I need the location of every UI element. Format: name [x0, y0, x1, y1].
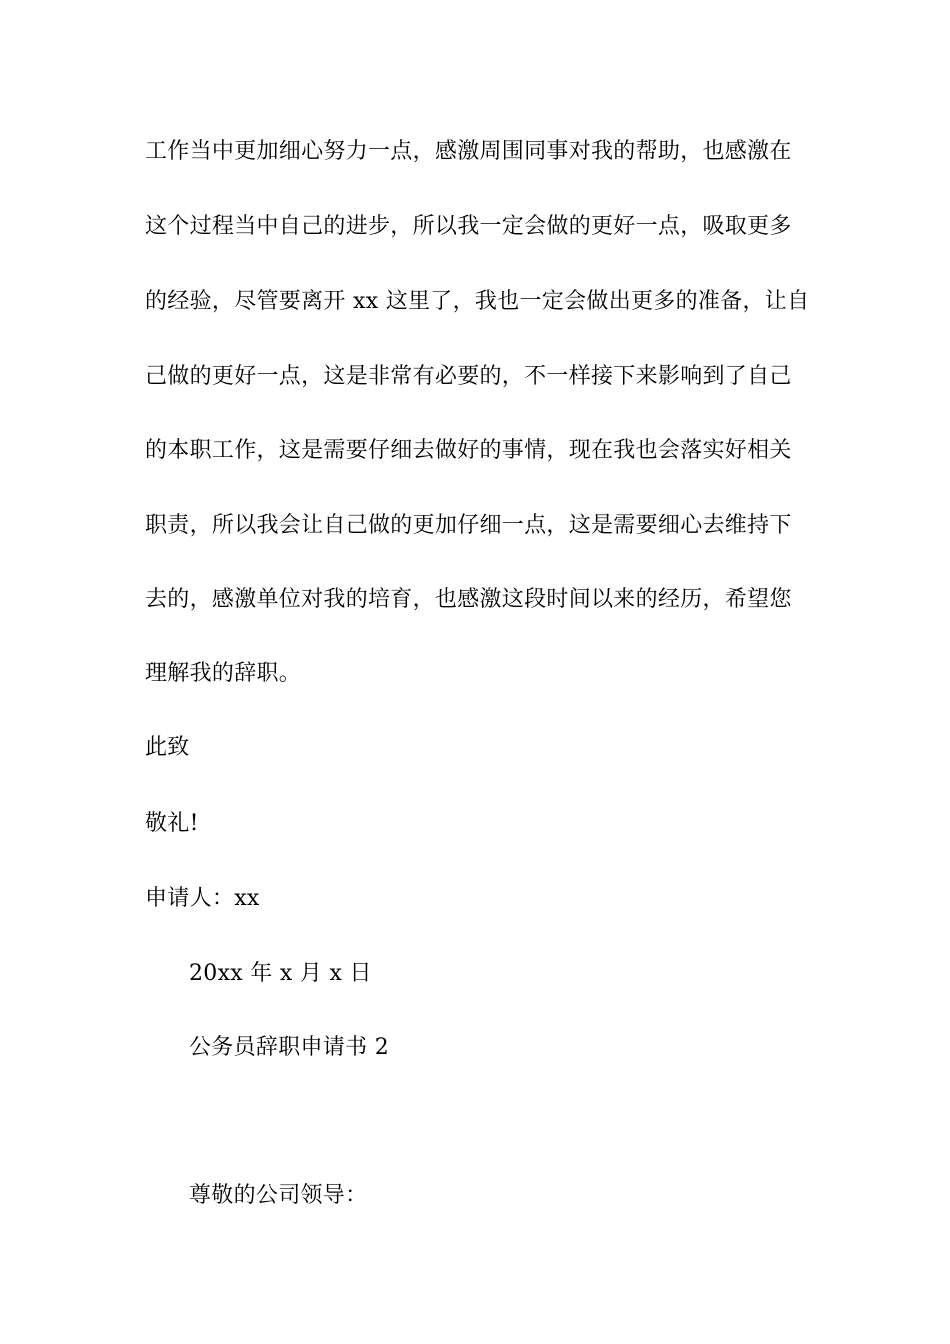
- salutation-line: 尊敬的公司领导：: [189, 1183, 368, 1208]
- section-title: 公务员辞职申请书 2: [189, 1035, 389, 1060]
- paragraph-line-2: 这个过程当中自己的进步，所以我一定会做的更好一点，吸取更多: [145, 214, 792, 239]
- paragraph-line-3: 的经验，尽管要离开 xx 这里了，我也一定会做出更多的准备，让自: [145, 289, 810, 314]
- date-line: 20xx 年 x 月 x 日: [189, 961, 372, 986]
- closing-text: 此致: [145, 735, 190, 760]
- paragraph-line-8: 理解我的辞职。: [145, 661, 302, 686]
- paragraph-line-7: 去的，感激单位对我的培育，也感激这段时间以来的经历，希望您: [145, 587, 792, 612]
- paragraph-line-6: 职责，所以我会让自己做的更加仔细一点，这是需要细心去维持下: [145, 513, 792, 538]
- paragraph-line-1: 工作当中更加细心努力一点，感激周围同事对我的帮助，也感激在: [145, 139, 792, 164]
- applicant-line: 申请人：xx: [145, 886, 260, 911]
- paragraph-line-4: 己做的更好一点，这是非常有必要的，不一样接下来影响到了自己: [145, 364, 792, 389]
- paragraph-line-5: 的本职工作，这是需要仔细去做好的事情，现在我也会落实好相关: [145, 438, 792, 463]
- regards-text: 敬礼!: [145, 811, 199, 836]
